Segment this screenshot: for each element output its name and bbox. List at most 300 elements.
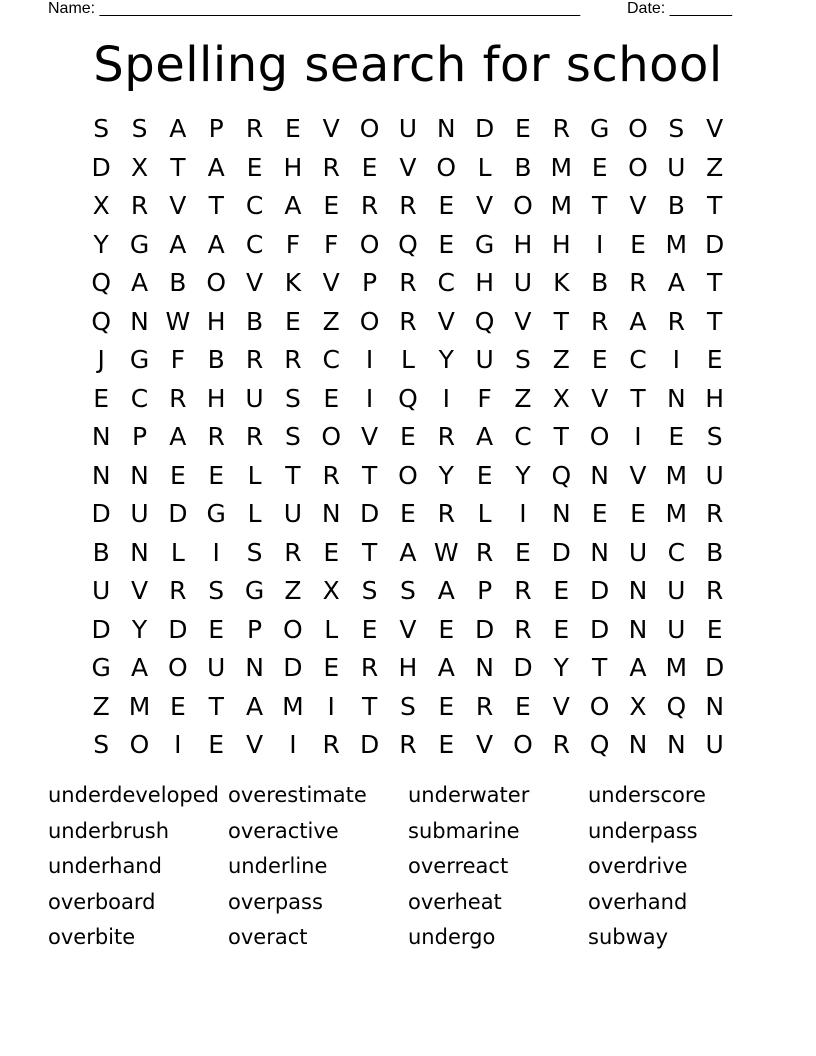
grid-letter: P bbox=[362, 268, 378, 297]
grid-letter: S bbox=[361, 576, 378, 605]
grid-letter: S bbox=[93, 114, 110, 143]
grid-letter: E bbox=[438, 229, 455, 259]
grid-letter: R bbox=[130, 191, 149, 220]
word-bank-item: submarine bbox=[408, 818, 520, 843]
grid-row bbox=[82, 534, 734, 573]
grid-letter: I bbox=[442, 383, 450, 413]
grid-letter: E bbox=[93, 383, 110, 413]
grid-letter: U bbox=[667, 614, 686, 644]
grid-letter: H bbox=[283, 152, 303, 182]
grid-letter: U bbox=[667, 576, 686, 605]
grid-letter: Z bbox=[706, 152, 724, 182]
grid-letter: T bbox=[361, 460, 378, 490]
grid-letter: E bbox=[208, 614, 225, 644]
grid-letter: S bbox=[246, 537, 263, 567]
grid-letter: E bbox=[208, 460, 225, 490]
grid-letter: Z bbox=[552, 345, 570, 374]
grid-letter: E bbox=[553, 614, 570, 644]
grid-letter: L bbox=[247, 499, 262, 528]
grid-letter: T bbox=[707, 191, 723, 220]
grid-letter: E bbox=[630, 499, 646, 528]
grid-letter: I bbox=[327, 691, 335, 721]
grid-letter: Z bbox=[284, 576, 302, 605]
grid-letter: E bbox=[323, 383, 340, 413]
letter-grid bbox=[82, 110, 734, 765]
grid-letter: U bbox=[245, 383, 264, 413]
grid-letter: A bbox=[437, 576, 455, 605]
grid-letter: V bbox=[399, 152, 417, 182]
grid-letter: N bbox=[628, 614, 648, 644]
grid-letter: R bbox=[514, 576, 532, 605]
word-bank-item: subway bbox=[588, 925, 669, 949]
grid-letter: M bbox=[665, 499, 688, 528]
word-bank-item: underhand bbox=[48, 854, 162, 878]
grid-letter: A bbox=[207, 229, 225, 259]
word-bank-item: overpass bbox=[228, 889, 323, 914]
grid-letter: S bbox=[208, 576, 225, 605]
grid-letter: I bbox=[212, 537, 220, 567]
grid-row bbox=[82, 110, 734, 149]
grid-letter: M bbox=[282, 691, 304, 721]
grid-letter: V bbox=[629, 191, 647, 220]
grid-letter: E bbox=[438, 691, 455, 721]
grid-letter: W bbox=[165, 306, 191, 336]
grid-letter: U bbox=[705, 730, 724, 759]
grid-letter: P bbox=[477, 576, 493, 605]
grid-letter: U bbox=[628, 537, 648, 567]
grid-letter: S bbox=[93, 730, 110, 759]
grid-letter: U bbox=[705, 460, 724, 490]
grid-letter: Y bbox=[93, 229, 109, 259]
grid-letter: U bbox=[667, 152, 686, 182]
grid-letter: O bbox=[359, 114, 380, 143]
grid-letter: O bbox=[628, 114, 648, 143]
grid-letter: E bbox=[323, 191, 340, 220]
grid-letter: O bbox=[168, 653, 188, 682]
grid-letter: V bbox=[322, 114, 340, 143]
grid-letter: D bbox=[359, 499, 380, 528]
grid-letter: M bbox=[550, 152, 573, 182]
grid-letter: M bbox=[665, 653, 688, 682]
grid-letter: N bbox=[590, 537, 609, 567]
grid-letter: H bbox=[705, 383, 725, 413]
grid-letter: C bbox=[130, 383, 149, 413]
grid-letter: R bbox=[207, 422, 225, 451]
grid-letter: E bbox=[438, 191, 455, 220]
grid-letter: V bbox=[591, 383, 609, 413]
grid-letter: X bbox=[629, 691, 647, 721]
grid-letter: F bbox=[170, 345, 186, 374]
grid-letter: V bbox=[476, 191, 494, 220]
grid-letter: R bbox=[437, 499, 455, 528]
grid-letter: T bbox=[361, 537, 378, 567]
grid-letter: E bbox=[169, 460, 186, 490]
grid-letter: R bbox=[284, 537, 302, 567]
grid-letter: O bbox=[513, 191, 533, 220]
grid-letter: I bbox=[365, 383, 374, 413]
grid-letter: L bbox=[400, 345, 415, 374]
grid-letter: E bbox=[630, 229, 646, 259]
grid-letter: N bbox=[130, 460, 149, 490]
grid-letter: Y bbox=[515, 460, 531, 490]
grid-letter: O bbox=[321, 422, 342, 451]
grid-letter: E bbox=[515, 114, 531, 143]
grid-letter: B bbox=[591, 268, 609, 297]
grid-letter: E bbox=[706, 345, 723, 374]
word-bank bbox=[48, 778, 768, 956]
grid-letter: H bbox=[206, 383, 226, 413]
grid-letter: T bbox=[553, 422, 569, 451]
grid-letter: A bbox=[629, 653, 647, 682]
grid-letter: A bbox=[130, 268, 149, 297]
grid-letter: I bbox=[634, 422, 642, 451]
grid-letter: G bbox=[206, 499, 226, 528]
date-field-label: Date: _______ bbox=[627, 0, 732, 17]
grid-letter: K bbox=[284, 268, 302, 297]
grid-letter: S bbox=[399, 576, 416, 605]
grid-letter: T bbox=[707, 306, 723, 336]
grid-letter: N bbox=[628, 576, 648, 605]
grid-letter: N bbox=[245, 653, 264, 682]
grid-letter: E bbox=[208, 730, 225, 759]
grid-letter: D bbox=[91, 614, 111, 644]
grid-letter: A bbox=[437, 653, 455, 682]
grid-letter: L bbox=[477, 499, 492, 528]
grid-letter: T bbox=[630, 383, 646, 413]
word-bank-row bbox=[48, 920, 768, 956]
grid-letter: R bbox=[475, 537, 494, 567]
grid-letter: R bbox=[552, 730, 570, 759]
grid-letter: T bbox=[592, 191, 608, 220]
grid-letter: X bbox=[322, 576, 340, 605]
grid-letter: N bbox=[551, 499, 571, 528]
grid-letter: R bbox=[590, 306, 609, 336]
grid-letter: I bbox=[289, 730, 297, 759]
grid-letter: Q bbox=[91, 306, 112, 336]
grid-letter: R bbox=[322, 152, 340, 182]
grid-letter: D bbox=[91, 499, 111, 528]
grid-letter: U bbox=[207, 653, 226, 682]
grid-letter: O bbox=[359, 306, 380, 336]
grid-row bbox=[82, 187, 734, 226]
grid-letter: D bbox=[283, 653, 303, 682]
grid-letter: O bbox=[436, 152, 457, 182]
grid-letter: V bbox=[437, 306, 455, 336]
grid-letter: D bbox=[474, 614, 495, 644]
grid-letter: E bbox=[323, 537, 340, 567]
grid-row bbox=[82, 495, 734, 534]
grid-letter: N bbox=[436, 114, 456, 143]
grid-letter: F bbox=[324, 229, 339, 259]
grid-letter: D bbox=[168, 614, 188, 644]
grid-letter: S bbox=[706, 422, 723, 451]
grid-letter: Z bbox=[92, 691, 110, 721]
grid-letter: B bbox=[245, 306, 264, 336]
grid-letter: P bbox=[131, 422, 148, 451]
grid-letter: C bbox=[245, 229, 264, 259]
grid-letter: J bbox=[97, 345, 105, 374]
word-bank-item: overact bbox=[228, 925, 308, 949]
grid-letter: B bbox=[207, 345, 225, 374]
grid-letter: A bbox=[169, 229, 187, 259]
grid-letter: Y bbox=[438, 345, 454, 374]
grid-letter: S bbox=[131, 114, 148, 143]
grid-letter: S bbox=[284, 422, 301, 451]
word-bank-item: overdrive bbox=[588, 854, 688, 878]
grid-letter: E bbox=[591, 345, 608, 374]
grid-letter: F bbox=[477, 383, 492, 413]
word-bank-item: overreact bbox=[408, 854, 509, 878]
grid-letter: B bbox=[706, 537, 724, 567]
grid-letter: Y bbox=[131, 614, 148, 644]
grid-letter: R bbox=[322, 730, 340, 759]
grid-row bbox=[82, 149, 734, 188]
word-bank-row bbox=[48, 885, 768, 921]
grid-letter: F bbox=[285, 229, 301, 259]
grid-letter: V bbox=[245, 268, 264, 297]
grid-letter: E bbox=[706, 614, 723, 644]
grid-letter: C bbox=[245, 191, 264, 220]
grid-letter: R bbox=[667, 306, 686, 336]
grid-letter: P bbox=[208, 114, 224, 143]
grid-letter: R bbox=[360, 191, 379, 220]
grid-letter: H bbox=[513, 229, 533, 259]
grid-letter: E bbox=[284, 306, 301, 336]
grid-letter: B bbox=[92, 537, 110, 567]
grid-letter: I bbox=[672, 345, 681, 374]
grid-letter: T bbox=[592, 653, 608, 682]
grid-letter: V bbox=[514, 306, 532, 336]
grid-letter: T bbox=[208, 691, 224, 721]
grid-letter: G bbox=[589, 114, 610, 143]
grid-letter: R bbox=[514, 614, 532, 644]
word-bank-item: overactive bbox=[228, 818, 339, 843]
grid-letter: D bbox=[474, 114, 495, 143]
word-bank-item: underscore bbox=[588, 783, 706, 807]
grid-letter: R bbox=[169, 576, 187, 605]
word-bank-item: underdeveloped bbox=[48, 783, 219, 807]
grid-letter: V bbox=[399, 614, 417, 644]
grid-letter: G bbox=[129, 345, 150, 374]
grid-letter: R bbox=[705, 576, 724, 605]
grid-letter: A bbox=[284, 191, 302, 220]
grid-letter: R bbox=[322, 460, 340, 490]
grid-letter: B bbox=[514, 152, 532, 182]
grid-letter: E bbox=[400, 499, 416, 528]
grid-letter: C bbox=[667, 537, 686, 567]
grid-letter: E bbox=[400, 422, 416, 451]
grid-letter: P bbox=[247, 614, 263, 644]
grid-letter: G bbox=[244, 576, 265, 605]
grid-letter: G bbox=[474, 229, 495, 259]
grid-letter: S bbox=[284, 383, 301, 413]
grid-letter: Z bbox=[322, 306, 340, 336]
grid-letter: O bbox=[589, 691, 610, 721]
grid-row bbox=[82, 226, 734, 265]
grid-letter: X bbox=[92, 191, 110, 220]
grid-letter: X bbox=[552, 383, 570, 413]
grid-letter: R bbox=[399, 191, 417, 220]
grid-letter: Y bbox=[438, 460, 454, 490]
grid-letter: K bbox=[553, 268, 570, 297]
grid-letter: R bbox=[284, 345, 302, 374]
grid-letter: A bbox=[399, 537, 417, 567]
word-bank-item: underwater bbox=[408, 783, 530, 807]
grid-letter: T bbox=[553, 306, 569, 336]
grid-letter: R bbox=[245, 114, 264, 143]
grid-letter: A bbox=[667, 268, 685, 297]
grid-row bbox=[82, 380, 734, 419]
grid-letter: M bbox=[128, 691, 151, 721]
grid-letter: R bbox=[360, 653, 379, 682]
grid-letter: I bbox=[174, 730, 182, 759]
grid-letter: S bbox=[399, 691, 416, 721]
grid-letter: B bbox=[169, 268, 187, 297]
grid-row bbox=[82, 726, 734, 765]
grid-letter: N bbox=[628, 730, 648, 759]
grid-letter: T bbox=[707, 268, 723, 297]
word-bank-item: underline bbox=[228, 854, 328, 878]
grid-letter: L bbox=[170, 537, 185, 567]
word-bank-item: underpass bbox=[588, 818, 698, 843]
grid-letter: O bbox=[359, 229, 380, 259]
grid-letter: H bbox=[206, 306, 226, 336]
grid-letter: B bbox=[667, 191, 685, 220]
grid-letter: R bbox=[705, 499, 724, 528]
grid-letter: V bbox=[629, 460, 647, 490]
grid-letter: R bbox=[399, 268, 417, 297]
grid-letter: D bbox=[705, 229, 725, 259]
grid-letter: D bbox=[359, 730, 380, 759]
grid-letter: E bbox=[323, 653, 340, 682]
grid-letter: V bbox=[130, 576, 149, 605]
grid-letter: D bbox=[705, 653, 725, 682]
grid-letter: E bbox=[476, 460, 493, 490]
grid-letter: H bbox=[475, 268, 495, 297]
grid-letter: D bbox=[590, 614, 610, 644]
grid-letter: U bbox=[398, 114, 418, 143]
grid-letter: D bbox=[91, 152, 111, 182]
grid-letter: O bbox=[206, 268, 227, 297]
grid-row bbox=[82, 611, 734, 650]
grid-letter: E bbox=[438, 730, 455, 759]
grid-letter: E bbox=[515, 537, 531, 567]
grid-letter: O bbox=[589, 422, 610, 451]
word-bank-item: overheat bbox=[408, 889, 502, 914]
grid-row bbox=[82, 572, 734, 611]
grid-letter: V bbox=[245, 730, 264, 759]
word-bank-row bbox=[48, 849, 768, 885]
grid-row bbox=[82, 418, 734, 457]
grid-letter: L bbox=[247, 460, 262, 490]
worksheet-header bbox=[48, 0, 748, 20]
grid-letter: T bbox=[208, 191, 224, 220]
grid-letter: E bbox=[361, 614, 378, 644]
word-bank-item: underbrush bbox=[48, 818, 170, 843]
grid-letter: Z bbox=[514, 383, 532, 413]
grid-letter: R bbox=[552, 114, 570, 143]
grid-letter: R bbox=[169, 383, 187, 413]
grid-letter: N bbox=[91, 460, 111, 490]
grid-letter: A bbox=[245, 691, 264, 721]
grid-letter: V bbox=[476, 730, 494, 759]
grid-letter: X bbox=[130, 152, 149, 182]
grid-row bbox=[82, 264, 734, 303]
grid-letter: O bbox=[513, 730, 533, 759]
grid-letter: R bbox=[629, 268, 647, 297]
grid-letter: D bbox=[590, 576, 610, 605]
word-bank-item: overhand bbox=[588, 889, 688, 914]
grid-letter: E bbox=[515, 691, 531, 721]
puzzle-title: Spelling search for school bbox=[93, 37, 723, 93]
grid-letter: V bbox=[552, 691, 570, 721]
grid-letter: S bbox=[668, 114, 685, 143]
grid-letter: N bbox=[91, 422, 111, 451]
grid-letter: M bbox=[550, 191, 573, 220]
grid-letter: E bbox=[553, 576, 570, 605]
grid-letter: I bbox=[595, 229, 604, 259]
grid-letter: C bbox=[437, 268, 455, 297]
grid-row bbox=[82, 303, 734, 342]
grid-letter: G bbox=[129, 229, 150, 259]
grid-letter: U bbox=[92, 576, 111, 605]
grid-letter: N bbox=[590, 460, 609, 490]
grid-letter: R bbox=[437, 422, 455, 451]
grid-letter: N bbox=[475, 653, 494, 682]
grid-row bbox=[82, 688, 734, 727]
grid-letter: E bbox=[591, 499, 608, 528]
grid-letter: Y bbox=[553, 653, 569, 682]
grid-letter: G bbox=[91, 653, 111, 682]
grid-letter: U bbox=[283, 499, 303, 528]
word-bank-item: undergo bbox=[408, 925, 496, 949]
grid-row bbox=[82, 649, 734, 688]
grid-letter: I bbox=[365, 345, 374, 374]
word-bank-item: overestimate bbox=[228, 783, 367, 807]
name-field-label: Name: ______________________________________________________ bbox=[48, 0, 581, 17]
grid-letter: C bbox=[514, 422, 532, 451]
grid-letter: U bbox=[513, 268, 533, 297]
grid-letter: R bbox=[399, 306, 417, 336]
grid-letter: L bbox=[324, 614, 339, 644]
grid-letter: L bbox=[477, 152, 492, 182]
grid-letter: W bbox=[433, 537, 459, 567]
grid-letter: O bbox=[283, 614, 303, 644]
word-bank-row bbox=[48, 778, 768, 814]
grid-letter: C bbox=[322, 345, 340, 374]
grid-letter: N bbox=[130, 306, 149, 336]
grid-letter: T bbox=[285, 460, 301, 490]
grid-letter: E bbox=[438, 614, 455, 644]
grid-letter: D bbox=[551, 537, 571, 567]
grid-letter: N bbox=[705, 691, 725, 721]
grid-letter: Q bbox=[398, 383, 418, 413]
grid-letter: M bbox=[665, 229, 688, 259]
word-bank-item: overbite bbox=[48, 925, 136, 949]
grid-letter: N bbox=[321, 499, 341, 528]
grid-letter: A bbox=[169, 422, 187, 451]
grid-letter: D bbox=[168, 499, 188, 528]
grid-letter: O bbox=[628, 152, 648, 182]
grid-letter: H bbox=[398, 653, 418, 682]
grid-letter: Q bbox=[91, 268, 112, 297]
grid-letter: A bbox=[207, 152, 225, 182]
grid-letter: D bbox=[513, 653, 533, 682]
grid-letter: V bbox=[706, 114, 724, 143]
grid-letter: O bbox=[129, 730, 150, 759]
grid-letter: V bbox=[361, 422, 379, 451]
grid-letter: R bbox=[475, 691, 494, 721]
